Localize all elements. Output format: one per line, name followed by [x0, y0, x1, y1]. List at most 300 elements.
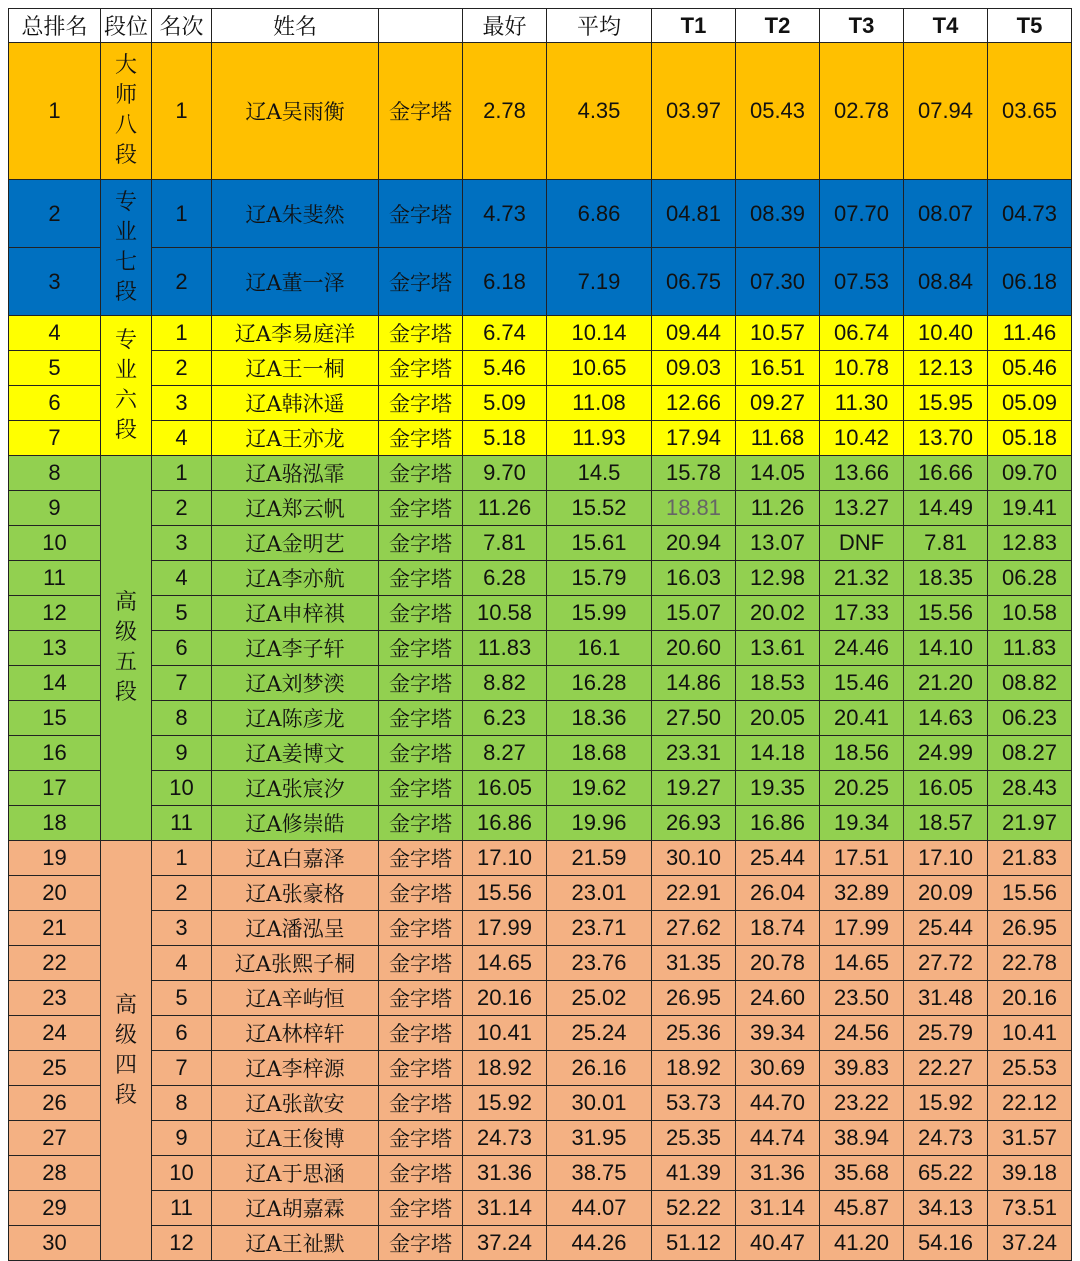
name-cell: 辽A修崇皓 — [212, 806, 379, 841]
t3-cell: 24.46 — [820, 631, 904, 666]
place-cell: 1 — [152, 180, 212, 248]
t2-cell: 14.18 — [736, 736, 820, 771]
best-cell: 11.26 — [463, 491, 547, 526]
club-cell: 金字塔 — [379, 841, 463, 876]
t3-cell: 07.70 — [820, 180, 904, 248]
t1-cell: 20.60 — [652, 631, 736, 666]
t5-cell: 28.43 — [988, 771, 1072, 806]
t4-cell: 10.40 — [904, 316, 988, 351]
table-row — [9, 1156, 1072, 1191]
table-row — [9, 666, 1072, 701]
t3-cell: 23.50 — [820, 981, 904, 1016]
best-cell: 17.10 — [463, 841, 547, 876]
t4-cell: 14.63 — [904, 701, 988, 736]
t3-cell: 06.74 — [820, 316, 904, 351]
overall-rank-cell: 9 — [9, 491, 101, 526]
t2-cell: 31.36 — [736, 1156, 820, 1191]
table-row — [9, 1016, 1072, 1051]
overall-rank-cell: 27 — [9, 1121, 101, 1156]
best-cell: 14.65 — [463, 946, 547, 981]
overall-rank-cell: 17 — [9, 771, 101, 806]
average-cell: 23.71 — [547, 911, 652, 946]
club-cell: 金字塔 — [379, 491, 463, 526]
best-cell: 31.14 — [463, 1191, 547, 1226]
place-cell: 3 — [152, 386, 212, 421]
average-cell: 15.61 — [547, 526, 652, 561]
level-cell: 专业六段 — [101, 316, 152, 456]
overall-rank-cell: 23 — [9, 981, 101, 1016]
name-cell: 辽A潘泓呈 — [212, 911, 379, 946]
average-cell: 18.68 — [547, 736, 652, 771]
t4-cell: 14.10 — [904, 631, 988, 666]
overall-rank-cell: 22 — [9, 946, 101, 981]
place-cell: 2 — [152, 491, 212, 526]
t2-cell: 05.43 — [736, 43, 820, 180]
club-cell: 金字塔 — [379, 1156, 463, 1191]
t4-cell: 25.79 — [904, 1016, 988, 1051]
best-cell: 16.05 — [463, 771, 547, 806]
t3-cell: 18.56 — [820, 736, 904, 771]
t5-cell: 26.95 — [988, 911, 1072, 946]
average-cell: 15.79 — [547, 561, 652, 596]
overall-rank-cell: 1 — [9, 43, 101, 180]
table-row — [9, 456, 1072, 491]
t5-cell: 21.83 — [988, 841, 1072, 876]
t2-cell: 30.69 — [736, 1051, 820, 1086]
overall-rank-cell: 26 — [9, 1086, 101, 1121]
t4-cell: 31.48 — [904, 981, 988, 1016]
t1-cell: 09.03 — [652, 351, 736, 386]
t5-cell: 10.41 — [988, 1016, 1072, 1051]
club-cell: 金字塔 — [379, 911, 463, 946]
t4-cell: 18.35 — [904, 561, 988, 596]
t5-cell: 04.73 — [988, 180, 1072, 248]
table-row — [9, 421, 1072, 456]
name-cell: 辽A骆泓霏 — [212, 456, 379, 491]
t2-cell: 44.70 — [736, 1086, 820, 1121]
t1-cell: 15.07 — [652, 596, 736, 631]
overall-rank-cell: 15 — [9, 701, 101, 736]
t2-cell: 20.02 — [736, 596, 820, 631]
average-cell: 16.1 — [547, 631, 652, 666]
t5-cell: 05.09 — [988, 386, 1072, 421]
t2-cell: 13.07 — [736, 526, 820, 561]
average-cell: 10.65 — [547, 351, 652, 386]
t5-cell: 11.46 — [988, 316, 1072, 351]
t3-cell: 11.30 — [820, 386, 904, 421]
best-cell: 7.81 — [463, 526, 547, 561]
t1-cell: 04.81 — [652, 180, 736, 248]
t1-cell: 53.73 — [652, 1086, 736, 1121]
t4-cell: 13.70 — [904, 421, 988, 456]
name-cell: 辽A白嘉泽 — [212, 841, 379, 876]
header-t4: T4 — [904, 9, 988, 43]
overall-rank-cell: 20 — [9, 876, 101, 911]
club-cell: 金字塔 — [379, 1191, 463, 1226]
level-cell: 高级四段 — [101, 841, 152, 1261]
t3-cell: 20.41 — [820, 701, 904, 736]
t5-cell: 31.57 — [988, 1121, 1072, 1156]
name-cell: 辽A王俊博 — [212, 1121, 379, 1156]
t1-cell: 25.35 — [652, 1121, 736, 1156]
best-cell: 31.36 — [463, 1156, 547, 1191]
place-cell: 6 — [152, 631, 212, 666]
average-cell: 11.08 — [547, 386, 652, 421]
t2-cell: 07.30 — [736, 248, 820, 316]
t3-cell: DNF — [820, 526, 904, 561]
overall-rank-cell: 14 — [9, 666, 101, 701]
table-row — [9, 981, 1072, 1016]
t5-cell: 73.51 — [988, 1191, 1072, 1226]
t3-cell: 39.83 — [820, 1051, 904, 1086]
t1-cell: 26.93 — [652, 806, 736, 841]
header-t5: T5 — [988, 9, 1072, 43]
overall-rank-cell: 5 — [9, 351, 101, 386]
place-cell: 3 — [152, 526, 212, 561]
t3-cell: 24.56 — [820, 1016, 904, 1051]
t2-cell: 19.35 — [736, 771, 820, 806]
t3-cell: 45.87 — [820, 1191, 904, 1226]
best-cell: 37.24 — [463, 1226, 547, 1261]
t5-cell: 10.58 — [988, 596, 1072, 631]
t2-cell: 11.68 — [736, 421, 820, 456]
best-cell: 2.78 — [463, 43, 547, 180]
t5-cell: 15.56 — [988, 876, 1072, 911]
t4-cell: 17.10 — [904, 841, 988, 876]
overall-rank-cell: 16 — [9, 736, 101, 771]
overall-rank-cell: 3 — [9, 248, 101, 316]
name-cell: 辽A王一桐 — [212, 351, 379, 386]
overall-rank-cell: 8 — [9, 456, 101, 491]
best-cell: 15.92 — [463, 1086, 547, 1121]
club-cell: 金字塔 — [379, 180, 463, 248]
place-cell: 8 — [152, 1086, 212, 1121]
table-row — [9, 631, 1072, 666]
t1-cell: 14.86 — [652, 666, 736, 701]
table-row — [9, 561, 1072, 596]
table-row — [9, 386, 1072, 421]
overall-rank-cell: 6 — [9, 386, 101, 421]
overall-rank-cell: 11 — [9, 561, 101, 596]
best-cell: 6.18 — [463, 248, 547, 316]
average-cell: 16.28 — [547, 666, 652, 701]
t1-cell: 31.35 — [652, 946, 736, 981]
place-cell: 1 — [152, 841, 212, 876]
t4-cell: 14.49 — [904, 491, 988, 526]
header-average: 平均 — [547, 9, 652, 43]
place-cell: 7 — [152, 666, 212, 701]
t2-cell: 20.05 — [736, 701, 820, 736]
t3-cell: 13.66 — [820, 456, 904, 491]
t4-cell: 18.57 — [904, 806, 988, 841]
table-row — [9, 736, 1072, 771]
club-cell: 金字塔 — [379, 1226, 463, 1261]
overall-rank-cell: 28 — [9, 1156, 101, 1191]
average-cell: 18.36 — [547, 701, 652, 736]
t1-cell: 18.81 — [652, 491, 736, 526]
club-cell: 金字塔 — [379, 1051, 463, 1086]
average-cell: 14.5 — [547, 456, 652, 491]
best-cell: 5.46 — [463, 351, 547, 386]
t3-cell: 21.32 — [820, 561, 904, 596]
level-cell: 大师八段 — [101, 43, 152, 180]
header-row — [9, 9, 1072, 43]
best-cell: 4.73 — [463, 180, 547, 248]
t2-cell: 11.26 — [736, 491, 820, 526]
t5-cell: 37.24 — [988, 1226, 1072, 1261]
club-cell: 金字塔 — [379, 1016, 463, 1051]
place-cell: 9 — [152, 736, 212, 771]
average-cell: 25.24 — [547, 1016, 652, 1051]
level-cell: 高级五段 — [101, 456, 152, 841]
place-cell: 10 — [152, 771, 212, 806]
t2-cell: 16.86 — [736, 806, 820, 841]
table-row — [9, 1226, 1072, 1261]
best-cell: 5.18 — [463, 421, 547, 456]
club-cell: 金字塔 — [379, 351, 463, 386]
t1-cell: 17.94 — [652, 421, 736, 456]
t3-cell: 23.22 — [820, 1086, 904, 1121]
average-cell: 26.16 — [547, 1051, 652, 1086]
table-row — [9, 526, 1072, 561]
t3-cell: 17.33 — [820, 596, 904, 631]
t2-cell: 31.14 — [736, 1191, 820, 1226]
t3-cell: 10.42 — [820, 421, 904, 456]
t1-cell: 41.39 — [652, 1156, 736, 1191]
t3-cell: 35.68 — [820, 1156, 904, 1191]
name-cell: 辽A胡嘉霖 — [212, 1191, 379, 1226]
overall-rank-cell: 13 — [9, 631, 101, 666]
t5-cell: 22.78 — [988, 946, 1072, 981]
club-cell: 金字塔 — [379, 666, 463, 701]
table-row — [9, 1051, 1072, 1086]
t4-cell: 34.13 — [904, 1191, 988, 1226]
t4-cell: 7.81 — [904, 526, 988, 561]
name-cell: 辽A李亦航 — [212, 561, 379, 596]
name-cell: 辽A李子轩 — [212, 631, 379, 666]
t2-cell: 24.60 — [736, 981, 820, 1016]
name-cell: 辽A金明艺 — [212, 526, 379, 561]
t2-cell: 18.53 — [736, 666, 820, 701]
t5-cell: 25.53 — [988, 1051, 1072, 1086]
t1-cell: 12.66 — [652, 386, 736, 421]
header-name: 姓名 — [212, 9, 379, 43]
overall-rank-cell: 29 — [9, 1191, 101, 1226]
average-cell: 4.35 — [547, 43, 652, 180]
t4-cell: 21.20 — [904, 666, 988, 701]
name-cell: 辽A王亦龙 — [212, 421, 379, 456]
name-cell: 辽A刘梦湙 — [212, 666, 379, 701]
average-cell: 23.01 — [547, 876, 652, 911]
club-cell: 金字塔 — [379, 876, 463, 911]
overall-rank-cell: 19 — [9, 841, 101, 876]
t2-cell: 18.74 — [736, 911, 820, 946]
average-cell: 10.14 — [547, 316, 652, 351]
place-cell: 4 — [152, 946, 212, 981]
table-row — [9, 43, 1072, 180]
average-cell: 6.86 — [547, 180, 652, 248]
overall-rank-cell: 24 — [9, 1016, 101, 1051]
table-row — [9, 1191, 1072, 1226]
t2-cell: 12.98 — [736, 561, 820, 596]
club-cell: 金字塔 — [379, 386, 463, 421]
t5-cell: 06.23 — [988, 701, 1072, 736]
average-cell: 21.59 — [547, 841, 652, 876]
header-place: 名次 — [152, 9, 212, 43]
t5-cell: 39.18 — [988, 1156, 1072, 1191]
t1-cell: 27.62 — [652, 911, 736, 946]
t3-cell: 07.53 — [820, 248, 904, 316]
name-cell: 辽A李易庭洋 — [212, 316, 379, 351]
t1-cell: 03.97 — [652, 43, 736, 180]
overall-rank-cell: 4 — [9, 316, 101, 351]
name-cell: 辽A陈彦龙 — [212, 701, 379, 736]
t5-cell: 03.65 — [988, 43, 1072, 180]
name-cell: 辽A王祉默 — [212, 1226, 379, 1261]
table-row — [9, 806, 1072, 841]
name-cell: 辽A申梓祺 — [212, 596, 379, 631]
t4-cell: 15.56 — [904, 596, 988, 631]
table-row — [9, 1086, 1072, 1121]
best-cell: 5.09 — [463, 386, 547, 421]
average-cell: 7.19 — [547, 248, 652, 316]
t3-cell: 10.78 — [820, 351, 904, 386]
club-cell: 金字塔 — [379, 806, 463, 841]
t4-cell: 16.66 — [904, 456, 988, 491]
overall-rank-cell: 25 — [9, 1051, 101, 1086]
best-cell: 6.23 — [463, 701, 547, 736]
club-cell: 金字塔 — [379, 526, 463, 561]
club-cell: 金字塔 — [379, 981, 463, 1016]
table-row — [9, 316, 1072, 351]
club-cell: 金字塔 — [379, 631, 463, 666]
t2-cell: 26.04 — [736, 876, 820, 911]
t4-cell: 22.27 — [904, 1051, 988, 1086]
t1-cell: 25.36 — [652, 1016, 736, 1051]
header-best: 最好 — [463, 9, 547, 43]
average-cell: 19.62 — [547, 771, 652, 806]
header-level: 段位 — [101, 9, 152, 43]
t2-cell: 09.27 — [736, 386, 820, 421]
club-cell: 金字塔 — [379, 771, 463, 806]
t5-cell: 06.28 — [988, 561, 1072, 596]
table-row — [9, 596, 1072, 631]
best-cell: 24.73 — [463, 1121, 547, 1156]
table-row — [9, 946, 1072, 981]
club-cell: 金字塔 — [379, 456, 463, 491]
t4-cell: 08.07 — [904, 180, 988, 248]
place-cell: 5 — [152, 981, 212, 1016]
club-cell: 金字塔 — [379, 316, 463, 351]
t1-cell: 26.95 — [652, 981, 736, 1016]
t2-cell: 13.61 — [736, 631, 820, 666]
best-cell: 18.92 — [463, 1051, 547, 1086]
t1-cell: 27.50 — [652, 701, 736, 736]
overall-rank-cell: 21 — [9, 911, 101, 946]
header-t2: T2 — [736, 9, 820, 43]
header-t1: T1 — [652, 9, 736, 43]
best-cell: 15.56 — [463, 876, 547, 911]
header-overall-rank: 总排名 — [9, 9, 101, 43]
t5-cell: 05.46 — [988, 351, 1072, 386]
t1-cell: 51.12 — [652, 1226, 736, 1261]
table-row — [9, 351, 1072, 386]
table-row — [9, 771, 1072, 806]
table-row — [9, 180, 1072, 248]
place-cell: 8 — [152, 701, 212, 736]
t5-cell: 12.83 — [988, 526, 1072, 561]
club-cell: 金字塔 — [379, 43, 463, 180]
table-row — [9, 1121, 1072, 1156]
table-row — [9, 248, 1072, 316]
club-cell: 金字塔 — [379, 701, 463, 736]
t2-cell: 10.57 — [736, 316, 820, 351]
name-cell: 辽A姜博文 — [212, 736, 379, 771]
name-cell: 辽A李梓源 — [212, 1051, 379, 1086]
name-cell: 辽A朱斐然 — [212, 180, 379, 248]
best-cell: 8.27 — [463, 736, 547, 771]
t5-cell: 21.97 — [988, 806, 1072, 841]
average-cell: 19.96 — [547, 806, 652, 841]
level-cell: 专业七段 — [101, 180, 152, 316]
name-cell: 辽A张歆安 — [212, 1086, 379, 1121]
t4-cell: 07.94 — [904, 43, 988, 180]
t5-cell: 22.12 — [988, 1086, 1072, 1121]
average-cell: 15.99 — [547, 596, 652, 631]
name-cell: 辽A张熙子桐 — [212, 946, 379, 981]
t3-cell: 38.94 — [820, 1121, 904, 1156]
ranking-body — [9, 43, 1072, 1261]
place-cell: 2 — [152, 876, 212, 911]
name-cell: 辽A张豪格 — [212, 876, 379, 911]
place-cell: 9 — [152, 1121, 212, 1156]
name-cell: 辽A林梓轩 — [212, 1016, 379, 1051]
place-cell: 7 — [152, 1051, 212, 1086]
t3-cell: 17.99 — [820, 911, 904, 946]
t1-cell: 19.27 — [652, 771, 736, 806]
table-row — [9, 911, 1072, 946]
t5-cell: 19.41 — [988, 491, 1072, 526]
club-cell: 金字塔 — [379, 596, 463, 631]
overall-rank-cell: 30 — [9, 1226, 101, 1261]
t3-cell: 32.89 — [820, 876, 904, 911]
overall-rank-cell: 2 — [9, 180, 101, 248]
overall-rank-cell: 12 — [9, 596, 101, 631]
best-cell: 9.70 — [463, 456, 547, 491]
place-cell: 12 — [152, 1226, 212, 1261]
t4-cell: 24.73 — [904, 1121, 988, 1156]
overall-rank-cell: 18 — [9, 806, 101, 841]
t1-cell: 16.03 — [652, 561, 736, 596]
t3-cell: 17.51 — [820, 841, 904, 876]
average-cell: 30.01 — [547, 1086, 652, 1121]
t4-cell: 65.22 — [904, 1156, 988, 1191]
t5-cell: 20.16 — [988, 981, 1072, 1016]
t3-cell: 13.27 — [820, 491, 904, 526]
name-cell: 辽A张宸汐 — [212, 771, 379, 806]
best-cell: 20.16 — [463, 981, 547, 1016]
t4-cell: 24.99 — [904, 736, 988, 771]
t4-cell: 54.16 — [904, 1226, 988, 1261]
t5-cell: 08.82 — [988, 666, 1072, 701]
place-cell: 3 — [152, 911, 212, 946]
place-cell: 1 — [152, 316, 212, 351]
t4-cell: 20.09 — [904, 876, 988, 911]
table-row — [9, 841, 1072, 876]
name-cell: 辽A吴雨衡 — [212, 43, 379, 180]
t5-cell: 09.70 — [988, 456, 1072, 491]
place-cell: 6 — [152, 1016, 212, 1051]
